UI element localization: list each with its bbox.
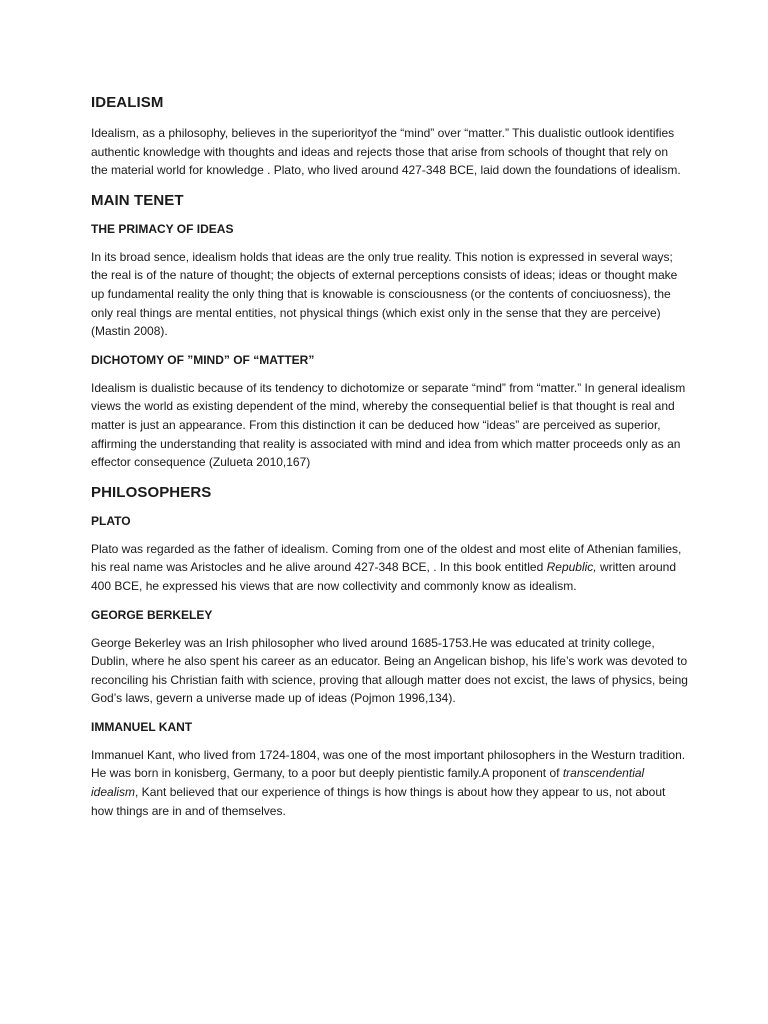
heading-kant: IMMANUEL KANT xyxy=(91,719,193,734)
heading-main-tenet: MAIN TENET xyxy=(91,191,184,209)
kant-italic-term: transcendential idealism xyxy=(91,766,645,800)
paragraph-idealism: Idealism, as a philosophy, believes in the superiorityof the “mind” over “matter.” This dualistic outlook identifies authentic knowledge with thoughts and ideas and rejects those that arise from schools of thought that rely on the material world for knowledge . Plato, who lived around 427-348 BCE, laid down the foundations of idealism. xyxy=(91,126,681,178)
heading-plato: PLATO xyxy=(91,513,131,528)
kant-text-start: Immanuel Kant, who lived from 1724-1804, was one of the most important philosophers in the Westurn tradition. He was born in konisberg, Germany, to a poor but deeply pientistic family.A proponent of xyxy=(91,747,686,781)
heading-idealism: IDEALISM xyxy=(91,94,164,111)
heading-dichotomy: DICHOTOMY OF ”MIND” OF “MATTER” xyxy=(91,352,315,367)
paragraph-kant xyxy=(91,746,688,820)
paragraph-dichotomy: Idealism is dualistic because of its tendency to dichotomize or separate “mind” from “matter.” In general idealism views the world as existing dependent of the mind, whereby the consequential belief is that thought is real and matter is just an appearance. From this distinction it can be deduced how “ideas” are perceived as superior, affirming the understanding that reality is associated with mind and idea from which matter proceeds only as an effector consequence (Zulueta 2010,167) xyxy=(91,380,686,470)
plato-text-start: Plato was regarded as the father of idealism. Coming from one of the oldest and most elite of Athenian families, his real name was Aristocles and he alive around 427-348 BCE, . In this book entitled xyxy=(91,541,682,575)
plato-book-title: Republic, xyxy=(546,560,597,575)
paragraph-primacy-of-ideas: In its broad sence, idealism holds that ideas are the only true reality. This notion is expressed in several ways; the real is of the nature of thought; the objects of external perceptions consists of ideas; ideas or thought make up fundamental reality the only thing that is knowable is consciousness (or the contents of conciuosness), the only real things are mental entities, not physical things (which exist only in the sense that they are perceive) (Mastin 2008). xyxy=(91,249,678,339)
kant-text-end: , Kant believed that our experience of things is how things is about how they appear to us, not about how things are in and of themselves. xyxy=(91,785,666,818)
paragraph-berkeley: George Bekerley was an Irish philosopher who lived around 1685-1753.He was educated at trinity college, Dublin, where he also spent his career as an educator. Being an Angelican bishop, his life’s work was devoted to reconciling his Christian faith with science, proving that allough matter does not excist, the laws of physics, being God’s laws, gevern a universe made up of ideas (Pojmon 1996,134). xyxy=(91,635,688,706)
heading-berkeley: GEORGE BERKELEY xyxy=(91,607,213,622)
plato-text-end: written around 400 BCE, he expressed his views that are now collectivity and commonly know as idealism. xyxy=(91,560,677,593)
heading-philosophers: PHILOSOPHERS xyxy=(91,483,212,501)
heading-primacy-of-ideas: THE PRIMACY OF IDEAS xyxy=(91,221,234,236)
paragraph-plato xyxy=(91,540,688,596)
